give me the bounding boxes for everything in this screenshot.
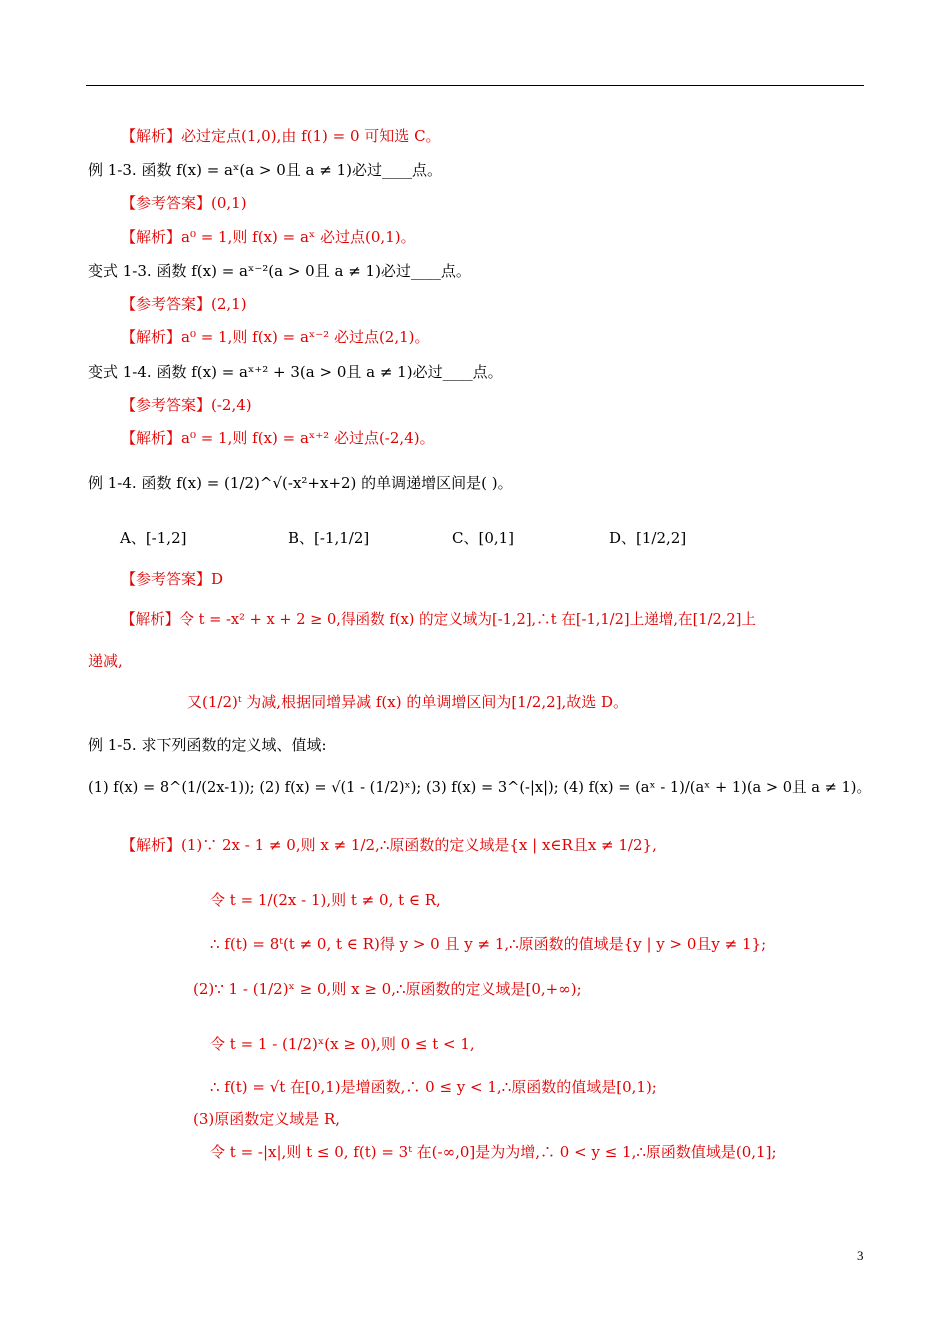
answer-1-3: 【参考答案】(0,1): [121, 194, 247, 212]
header-rule: [86, 85, 864, 86]
analysis-1-5-3-range: 令 t = -|x|,则 t ≤ 0, f(t) = 3ᵗ 在(-∞,0]是为为增,∴ 0 < y ≤ 1,∴原函数值域是(0,1];: [210, 1143, 777, 1161]
analysis-1-2: 【解析】必过定点(1,0),由 f(1) = 0 可知选 C。: [121, 127, 441, 145]
analysis-variant-1-3: 【解析】a⁰ = 1,则 f(x) = aˣ⁻² 必过点(2,1)。: [121, 328, 430, 346]
analysis-1-5-2-substitution: 令 t = 1 - (1/2)ˣ(x ≥ 0),则 0 ≤ t < 1,: [210, 1035, 475, 1053]
analysis-variant-1-4: 【解析】a⁰ = 1,则 f(x) = aˣ⁺² 必过点(-2,4)。: [121, 429, 435, 447]
analysis-1-4-line2: 递减,: [88, 652, 123, 670]
answer-1-4: 【参考答案】D: [121, 570, 224, 588]
example-1-5: 例 1-5. 求下列函数的定义域、值域:: [88, 736, 327, 754]
option-a: A、[-1,2]: [120, 529, 187, 547]
option-b: B、[-1,1/2]: [288, 529, 370, 547]
answer-variant-1-4: 【参考答案】(-2,4): [121, 396, 252, 414]
analysis-1-5-2-range: ∴ f(t) = √t 在[0,1)是增函数,∴ 0 ≤ y < 1,∴原函数的值域是[0,1);: [210, 1078, 657, 1096]
analysis-1-5-1-substitution: 令 t = 1/(2x - 1),则 t ≠ 0, t ∈ R,: [210, 891, 441, 909]
option-d: D、[1/2,2]: [609, 529, 687, 547]
analysis-1-5-2-domain: (2)∵ 1 - (1/2)ˣ ≥ 0,则 x ≥ 0,∴原函数的定义域是[0,+∞);: [193, 980, 582, 998]
analysis-1-5-1-domain: 【解析】(1)∵ 2x - 1 ≠ 0,则 x ≠ 1/2,∴原函数的定义域是{x | x∈R且x ≠ 1/2},: [121, 836, 657, 854]
analysis-1-4-line1: 【解析】令 t = -x² + x + 2 ≥ 0,得函数 f(x) 的定义域为[-1,2],∴t 在[-1,1/2]上递增,在[1/2,2]上: [121, 611, 756, 628]
analysis-1-3: 【解析】a⁰ = 1,则 f(x) = aˣ 必过点(0,1)。: [121, 228, 416, 246]
example-1-4: 例 1-4. 函数 f(x) = (1/2)^√(-x²+x+2) 的单调递增区间是( )。: [88, 474, 513, 492]
variant-1-4: 变式 1-4. 函数 f(x) = aˣ⁺² + 3(a > 0且 a ≠ 1)必过____点。: [88, 363, 503, 381]
answer-variant-1-3: 【参考答案】(2,1): [121, 295, 247, 313]
example-1-3: 例 1-3. 函数 f(x) = aˣ(a > 0且 a ≠ 1)必过____点。: [88, 161, 443, 179]
example-1-5-functions: (1) f(x) = 8^(1/(2x-1)); (2) f(x) = √(1 - (1/2)ˣ); (3) f(x) = 3^(-|x|); (4) f(x) = (aˣ - 1)/(aˣ + 1)(a > 0且 a ≠ 1)。: [88, 779, 872, 796]
analysis-1-5-1-range: ∴ f(t) = 8ᵗ(t ≠ 0, t ∈ R)得 y > 0 且 y ≠ 1,∴原函数的值域是{y | y > 0且y ≠ 1};: [210, 935, 767, 953]
option-c: C、[0,1]: [452, 529, 515, 547]
variant-1-3: 变式 1-3. 函数 f(x) = aˣ⁻²(a > 0且 a ≠ 1)必过____点。: [88, 262, 471, 280]
analysis-1-5-3-domain: (3)原函数定义域是 R,: [193, 1110, 341, 1128]
page-number: 3: [857, 1248, 864, 1263]
analysis-1-4-line3: 又(1/2)ᵗ 为减,根据同增异减 f(x) 的单调增区间为[1/2,2],故选 D。: [187, 693, 629, 711]
